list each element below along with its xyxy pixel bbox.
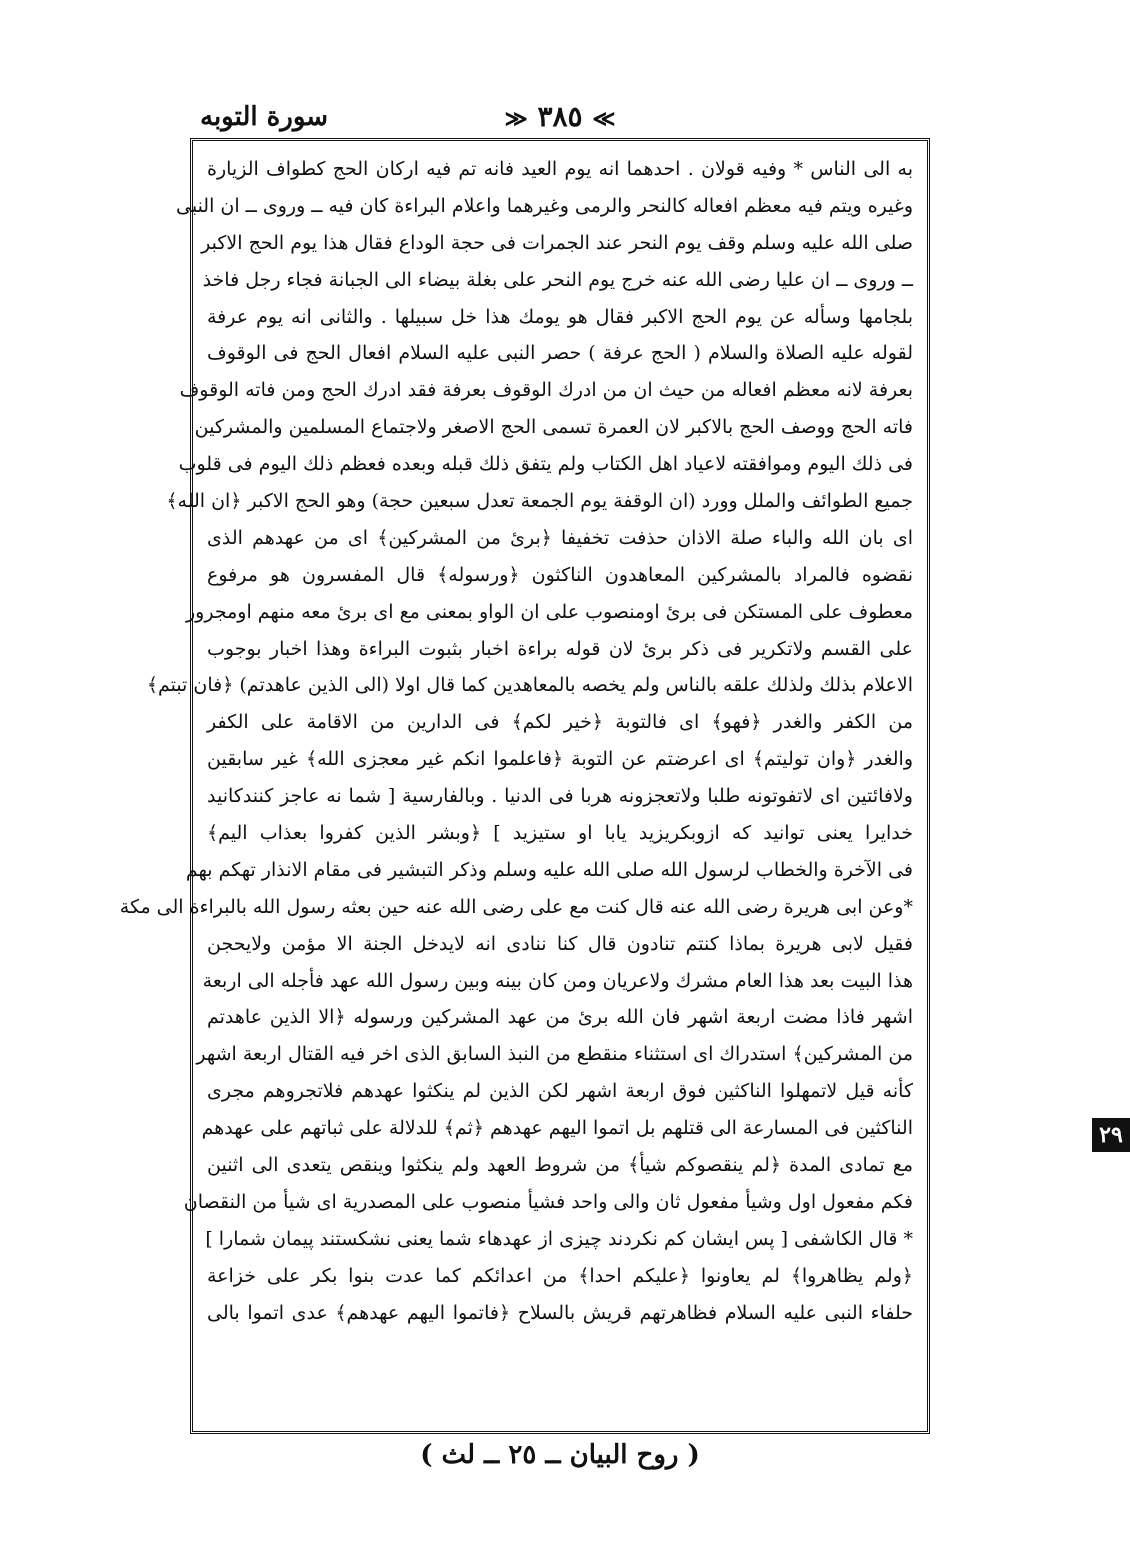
text-line: معطوف على المستكن فى برئ اومنصوب على ان الواو بمعنى مع اى برئ معه منهم اومجرور: [186, 600, 913, 623]
text-line: اشهر فاذا مضت اربعة اشهر فان الله برئ من عهد المشركين ورسوله ﴿الا الذين عاهدتم: [207, 1006, 913, 1029]
text-line: ﴿ولم يظاهروا﴾ لم يعاونوا ﴿عليكم احدا﴾ من اعدائكم كما عدت بنوا بكر على خزاعة: [207, 1264, 913, 1287]
text-line: ولافائتين اى لاتفوتونه طلبا ولاتعجزونه هربا فى الدنيا . وبالفارسية [ شما نه عاجز كنندكانيد: [207, 785, 913, 808]
text-line: لقوله عليه الصلاة والسلام ( الحج عرفة ) حصر النبى عليه السلام افعال الحج فى الوقوف: [207, 342, 914, 365]
ornament-right-icon: ≪: [592, 106, 616, 132]
text-line: جميع الطوائف والملل وورد (ان الوقفة يوم الجمعة تعدل سبعين حجة) وهو الحج الاكبر ﴿ان الله﴾: [166, 490, 913, 513]
text-line: من المشركين﴾ استدراك اى استثناء منقطع من النبذ السابق الذى اخر فيه القتال اربعة اشهر: [196, 1043, 913, 1066]
text-line: مع تمادى المدة ﴿لم ينقصوكم شيأ﴾ من شروط العهد ولم ينكثوا وينقص يتعدى الى اثنين: [207, 1154, 913, 1177]
text-line: بعرفة لانه معظم افعاله من حيث ان من ادرك الوقوف بعرفة فقد ادرك الحج ومن فاته الوقوف: [179, 379, 913, 402]
body-text: [119, 151, 914, 1425]
text-line: خدايرا يعنى توانيد كه ازوبكريزيد يابا او ستيزيد ] ﴿وبشر الذين كفروا بعذاب اليم﴾: [207, 822, 913, 845]
text-line: فاته الحج ووصف الحج بالاكبر لان العمرة تسمى الحج الاصغر ولاجتماع المسلمين والمشركين: [194, 416, 913, 439]
text-line: بلجامها وسأله عن يوم الحج الاكبر فقال هو يومك هذا خل سبيلها . والثانى انه يوم عرفة: [207, 305, 913, 328]
text-line: * قال الكاشفى [ پس ايشان كم نكردند چيزى از عهدهاء شما يعنى نشكستند پيمان شمارا ]: [205, 1227, 913, 1250]
text-line: الاعلام بذلك ولذلك علقه بالناس ولم يخصه بالمعاهدين كما قال اولا (الى الذين عاهدتم) ﴿فان تبتم﴾: [146, 674, 913, 697]
page-number-group: [190, 100, 930, 133]
text-line: اى بان الله والباء صلة الاذان حذفت تخفيفا ﴿برئ من المشركين﴾ اى من عهدهم الذى: [207, 526, 913, 549]
text-line: ــ وروى ــ ان عليا رضى الله عنه خرج يوم النحر على بغلة بيضاء الى الجبانة فجاء رجل فاخذ: [202, 268, 913, 291]
page-footer: ( روح البيان ــ ٢٥ ــ لث ): [420, 1440, 700, 1470]
text-line: نقضوه فالمراد بالمشركين المعاهدون الناكثون ﴿ورسوله﴾ قال المفسرون هو مرفوع: [207, 563, 913, 586]
text-line: فكم مفعول اول وشيأ مفعول ثان والى واحد فشيأ منصوب على المصدرية اى شيأ من النقصان: [183, 1190, 913, 1213]
text-frame: [119, 138, 930, 1434]
sura-title: سورة التوبه: [200, 102, 329, 132]
page-number: ٣٨٥: [537, 100, 583, 133]
text-line: فى الآخرة والخطاب لرسول الله صلى الله عليه وسلم وذكر التبشير فى مقام الانذار تهكم بهم: [185, 858, 913, 881]
text-line: هذا البيت بعد هذا العام مشرك ولاعريان ومن كان بينه وبين رسول الله عهد فأجله الى اربعة: [202, 969, 913, 992]
section-marker: ٢٩: [1092, 1118, 1130, 1152]
text-line: على القسم ولاتكرير فى ذكر برئ لان قوله براءة اخبار بثبوت البراءة وهذا اخبار بوجوب: [207, 637, 913, 660]
text-line: فقيل لابى هريرة بماذا كنتم تنادون قال كنا ننادى انه لايدخل الجنة الا مؤمن ولايحجن: [207, 932, 913, 955]
page-header: [190, 96, 930, 136]
text-line: وغيره ويتم فيه معظم افعاله كالنحر والرمى وغيرهما واعلام البراءة كان فيه ــ وروى ــ ان النبى: [176, 194, 913, 217]
text-line: والغدر ﴿وان توليتم﴾ اى اعرضتم عن التوبة ﴿فاعلموا انكم غير معجزى الله﴾ غير سابقين: [207, 748, 913, 771]
text-line: حلفاء النبى عليه السلام فظاهرتهم قريش بالسلاح ﴿فاتموا اليهم عهدهم﴾ عدى اتموا بالى: [207, 1301, 913, 1324]
text-line: فى ذلك اليوم وموافقته لاعياد اهل الكتاب ولم يتفق ذلك قبله وبعده فعظم ذلك اليوم فى قلوب: [178, 453, 913, 476]
ornament-left-icon: ≫: [504, 106, 528, 132]
text-line: من الكفر والغدر ﴿فهو﴾ اى فالتوبة ﴿خير لكم﴾ فى الدارين من الاقامة على الكفر: [207, 711, 913, 734]
text-line: الناكثين فى المسارعة الى قتلهم بل اتموا اليهم عهدهم ﴿ثم﴾ للدلالة على ثباتهم على عهدهم: [201, 1117, 913, 1140]
text-line: *وعن ابى هريرة رضى الله عنه قال كنت مع على رضى الله عنه حين بعثه رسول الله بالبراءة الى مكة: [119, 895, 913, 918]
text-line: كأنه قيل لاتمهلوا الناكثين فوق اربعة اشهر لكن الذين لم ينكثوا عهدهم فلاتجروهم مجرى: [207, 1080, 913, 1103]
text-line: صلى الله عليه وسلم وقف يوم النحر عند الجمرات فى حجة الوداع فقال هذا يوم الحج الاكبر: [201, 231, 913, 254]
text-line: به الى الناس * وفيه قولان . احدهما انه يوم العيد فانه تم فيه اركان الحج كطواف الزيارة: [207, 158, 913, 180]
